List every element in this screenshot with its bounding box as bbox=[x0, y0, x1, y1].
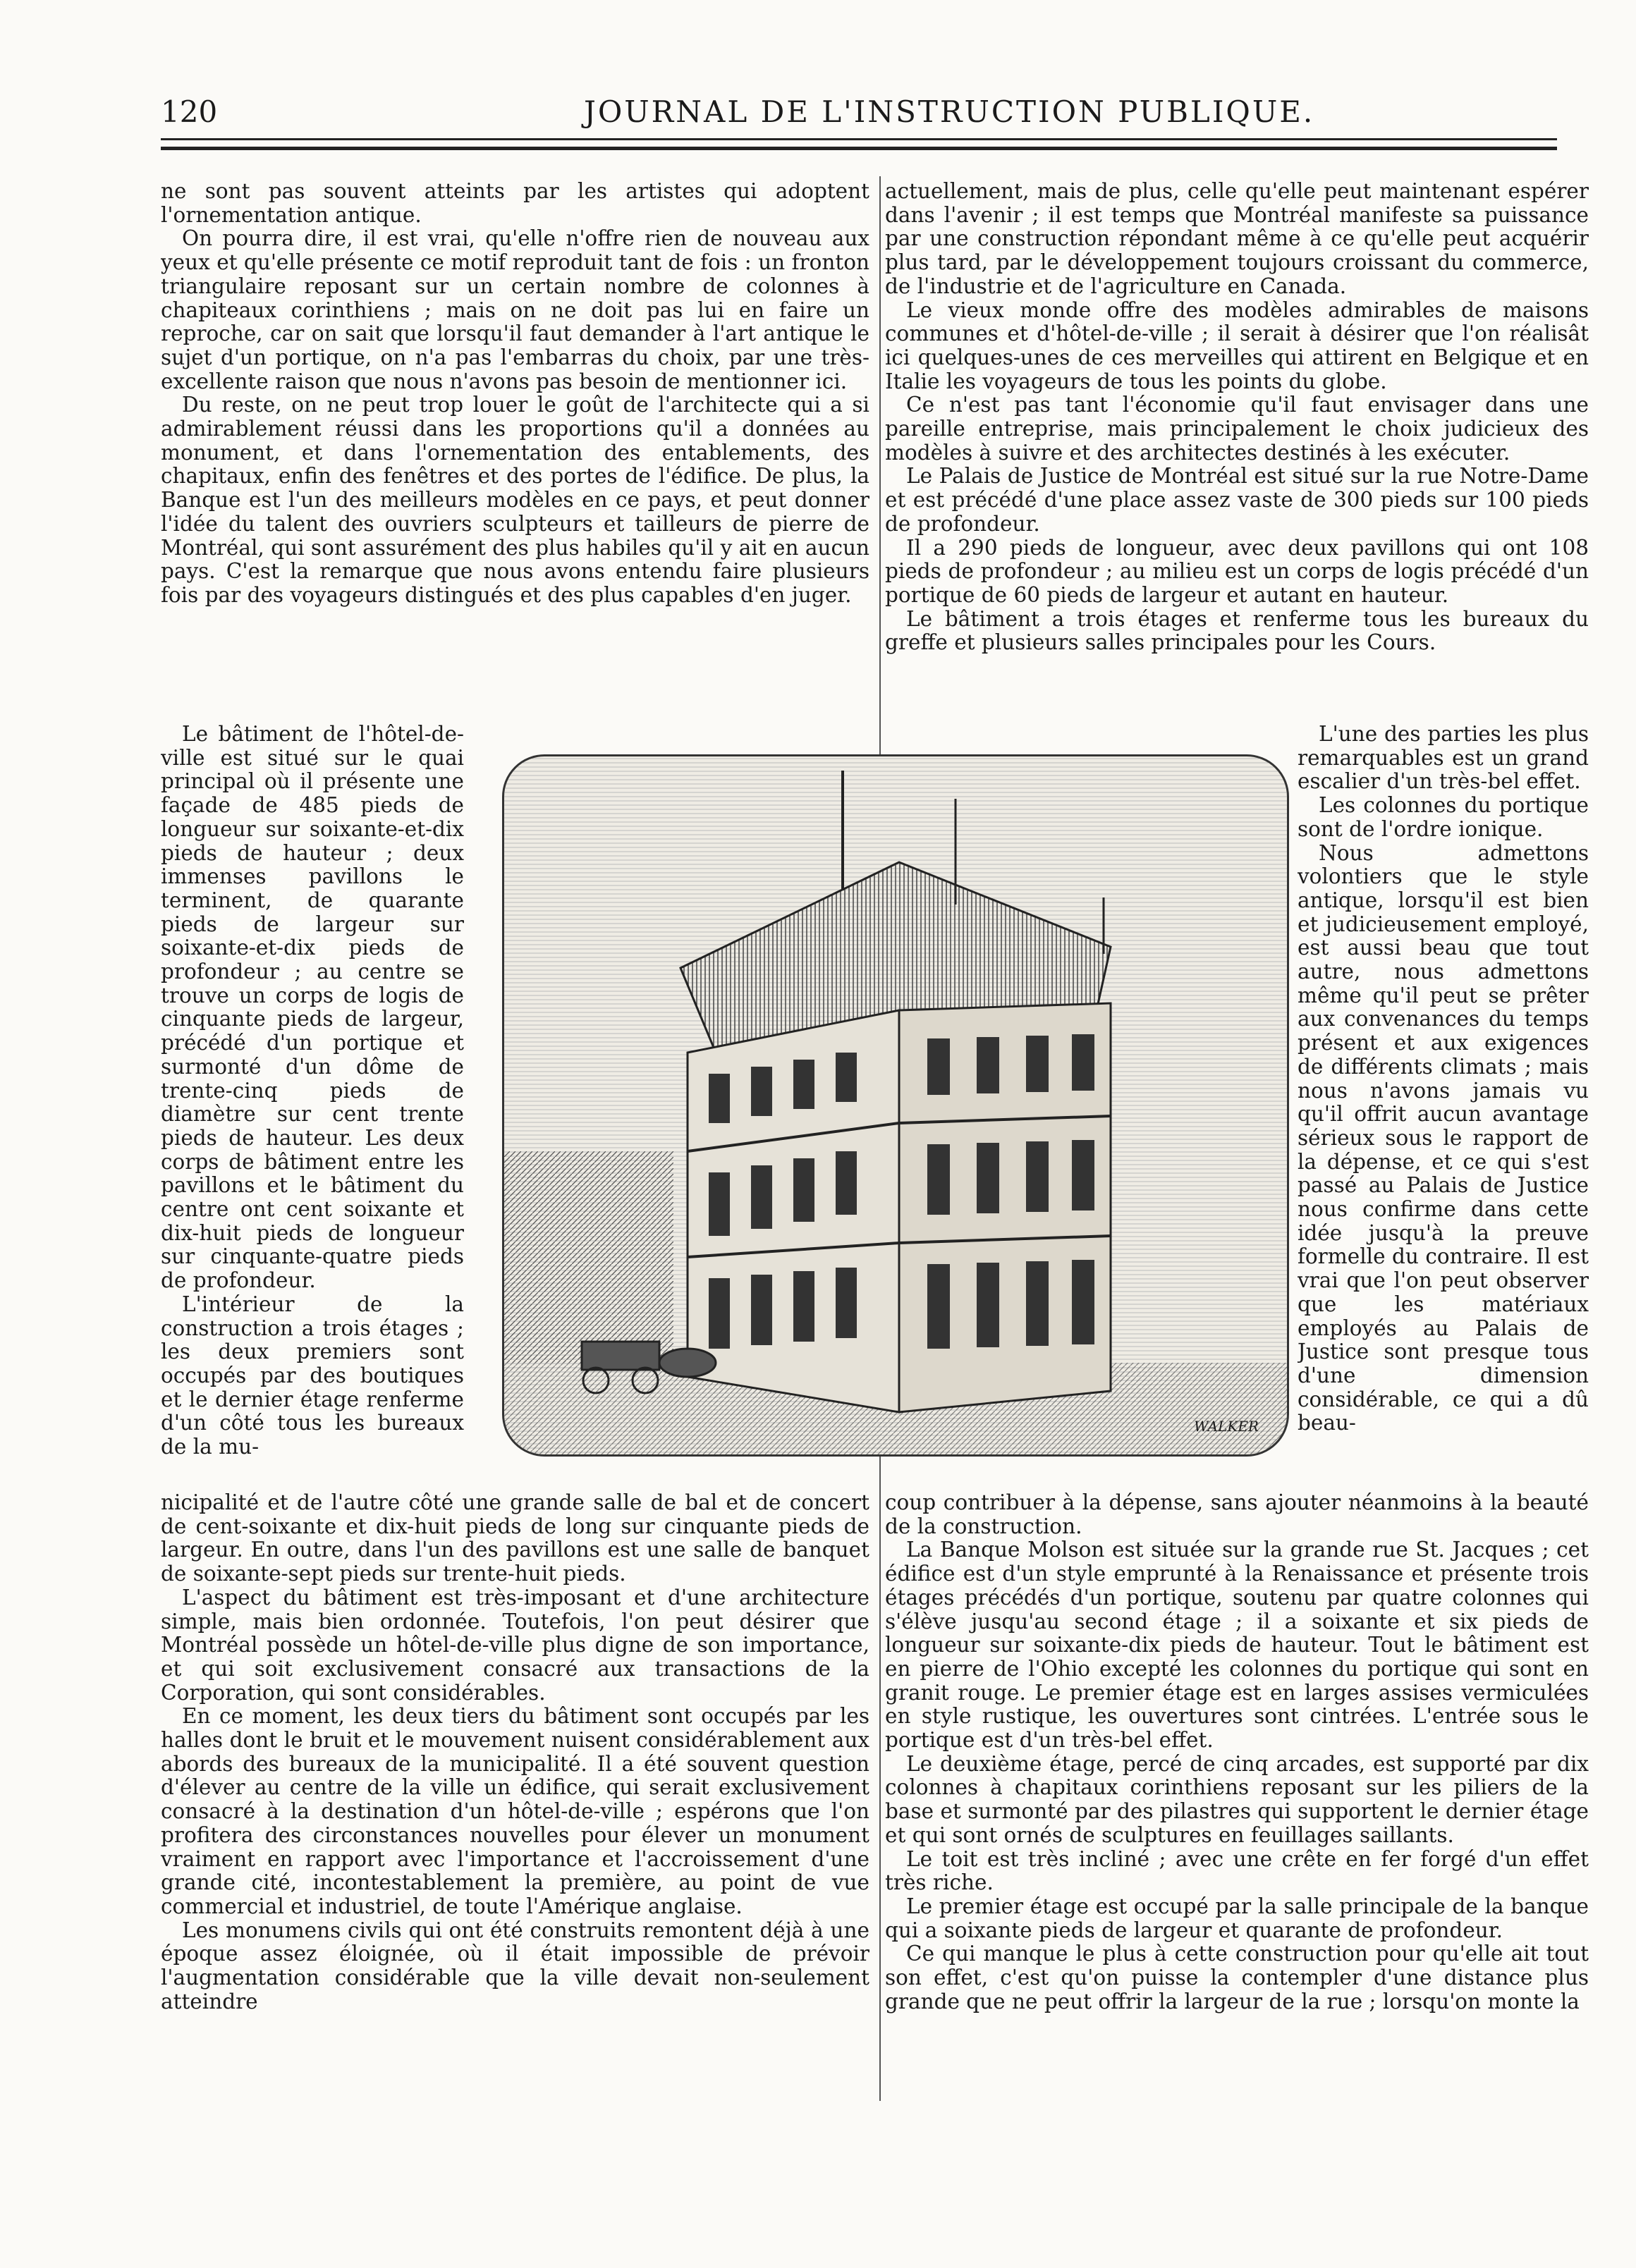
header-rule-thin bbox=[161, 138, 1557, 140]
right-column-bottom bbox=[885, 1491, 1589, 2103]
paragraph: Le vieux monde offre des modèles admirables de maisons communes et d'hôtel-de-ville ; il serait à désirer que l'on réalisât ici quelques-unes de ces merveilles qui attirent en Belgique et en Italie les voyageurs de tous les points du globe. bbox=[885, 298, 1589, 393]
running-title: JOURNAL DE L'INSTRUCTION PUBLIQUE. bbox=[584, 94, 1315, 129]
engraving-illustration bbox=[502, 754, 1289, 1457]
paragraph: Le premier étage est occupé par la salle principale de la banque qui a soixante pieds de largeur et quarante de profondeur. bbox=[885, 1894, 1589, 1942]
paragraph: Il a 290 pieds de longueur, avec deux pavillons qui ont 108 pieds de profondeur ; au milieu est un corps de logis précédé d'un portique de 60 pieds de largeur et autant en hauteur. bbox=[885, 535, 1589, 607]
paragraph: Nous admettons volontiers que le style antique, lorsqu'il est bien et judicieusement employé, est aussi beau que tout autre, nous admettons même qu'il peut se prêter aux convenances du temps présent et aux exigences de différents climats ; mais nous n'avons jamais vu qu'il offrit aucun avantage sérieux sous le rapport de la dépense, et ce qui s'est passé au Palais de Justice nous confirme dans cette idée jusqu'à la preuve formelle du contraire. Il est vrai que l'on peut observer que les matériaux employés au Palais de Justice sont presque tous d'une dimension considérable, ce qui a dû beau- bbox=[1298, 840, 1589, 1435]
page-header bbox=[161, 90, 1557, 134]
paragraph: nicipalité et de l'autre côté une grande salle de bal et de concert de cent-soixante et dix-huit pieds de long sur cinquante pieds de largeur. En outre, dans l'un des pavillons est une salle de banquet de soixante-sept pieds sur trente-huit pieds. bbox=[161, 1491, 869, 1586]
paragraph: L'une des parties les plus remarquables est un grand escalier d'un très-bel effet. bbox=[1298, 723, 1589, 794]
paragraph: Le Palais de Justice de Montréal est situé sur la rue Notre-Dame et est précédé d'une place assez vaste de 300 pieds sur 100 pieds de profondeur. bbox=[885, 464, 1589, 536]
paragraph: En ce moment, les deux tiers du bâtiment sont occupés par les halles dont le bruit et le mouvement nuisent considérablement aux abords des bureaux de la municipalité. Il a été souvent question d'élever au centre de la ville un édifice, qui serait exclusivement consacré à la destination d'un hôtel-de-ville ; espérons que l'on profitera des circonstances nouvelles pour élever un monument vraiment en rapport avec l'importance et l'accroissement d'une grande cité, incontestablement la première, au point de vue commercial et industriel, de toute l'Amérique anglaise. bbox=[161, 1704, 869, 1918]
paragraph: Le toit est très incliné ; avec une crête en fer forgé d'un effet très riche. bbox=[885, 1846, 1589, 1895]
paragraph: Les monumens civils qui ont été construits remontent déjà à une époque assez éloignée, où il était impossible de prévoir l'augmentation considérable que la ville devait non-seulement atteindre bbox=[161, 1918, 869, 2013]
paragraph: Ce n'est pas tant l'économie qu'il faut envisager dans une pareille entreprise, mais principalement le choix judicieux des modèles à suivre et des architectes destinés à les exécuter. bbox=[885, 393, 1589, 465]
right-column-top bbox=[885, 180, 1589, 723]
paragraph: On pourra dire, il est vrai, qu'elle n'offre rien de nouveau aux yeux et qu'elle présente ce motif reproduit tant de fois : un fronton triangulaire reposant sur un certain nombre de colonnes à chapiteaux corinthiens ; mais on ne doit pas lui en faire un reproche, car on sait que lorsqu'il faut demander à l'art antique le sujet d'un portique, on n'a pas l'embarras du choix, par une très-excellente raison que nous n'avons pas besoin de mentionner ici. bbox=[161, 226, 869, 393]
paragraph: La Banque Molson est située sur la grande rue St. Jacques ; cet édifice est d'un style emprunté à la Renaissance et présente trois étages précédés d'un portique, soutenu par quatre colonnes qui s'élève jusqu'au second étage ; il a soixante et six pieds de longueur sur soixante-dix pieds de hauteur. Tout le bâtiment est en pierre de l'Ohio excepté les colonnes du portique qui sont en granit rouge. Le premier étage est en larges assises vermiculées en style rustique, les ouvertures sont cintrées. L'entrée sous le portique est d'un très-bel effet. bbox=[885, 1538, 1589, 1753]
right-column-narrow bbox=[1298, 723, 1589, 1491]
left-column-bottom bbox=[161, 1491, 869, 2103]
paragraph: actuellement, mais de plus, celle qu'elle peut maintenant espérer dans l'avenir ; il est temps que Montréal manifeste sa puissance par une construction répondant même à ce qu'elle peut acquérir plus tard, par le développement toujours croissant du commerce, de l'industrie et de l'agriculture en Canada. bbox=[885, 180, 1589, 298]
paragraph: Du reste, on ne peut trop louer le goût de l'architecte qui a si admirablement réussi dans les proportions qu'il a données au monument, et dans l'ornementation des entablements, des chapitaux, enfin des fenêtres et des portes de l'édifice. De plus, la Banque est l'un des meilleurs modèles en ce pays, et peut donner l'idée du talent des ouvriers sculpteurs et tailleurs de pierre de Montréal, qui sont assurément des plus habiles qu'il y ait en aucun pays. C'est la remarque que nous avons entendu faire plusieurs fois par des voyageurs distingués et des plus capables d'en juger. bbox=[161, 393, 869, 607]
paragraph: Ce qui manque le plus à cette construction pour qu'elle ait tout son effet, c'est qu'on puisse la contempler d'une distance plus grande que ne peut offrir la largeur de la rue ; lorsqu'on monte la bbox=[885, 1942, 1589, 2013]
header-rule-thick bbox=[161, 147, 1557, 150]
page-number: 120 bbox=[161, 94, 218, 129]
paragraph: Le bâtiment a trois étages et renferme tous les bureaux du greffe et plusieurs salles principales pour les Cours. bbox=[885, 606, 1589, 655]
left-column-top bbox=[161, 180, 869, 723]
paragraph: L'intérieur de la construction a trois étages ; les deux premiers sont occupés par des boutiques et le dernier étage renferme d'un côté tous les bureaux de la mu- bbox=[161, 1292, 464, 1459]
left-column-narrow bbox=[161, 723, 464, 1491]
paragraph: Le bâtiment de l'hôtel-de-ville est situé sur le quai principal où il présente une façade de 485 pieds de longueur sur soixante-et-dix pieds de hauteur ; deux immenses pavillons le terminent, de quarante pieds de largeur sur soixante-et-dix pieds de profondeur ; au centre se trouve un corps de logis de cinquante pieds de largeur, précédé d'un portique et surmonté d'un dôme de trente-cinq pieds de diamètre sur cent trente pieds de hauteur. Les deux corps de bâtiment entre les pavillons et le bâtiment du centre ont cent soixante et dix-huit pieds de longueur sur cinquante-quatre pieds de profondeur. bbox=[161, 723, 464, 1293]
paragraph: coup contribuer à la dépense, sans ajouter néanmoins à la beauté de la construction. bbox=[885, 1491, 1589, 1538]
paragraph: Les colonnes du portique sont de l'ordre ionique. bbox=[1298, 793, 1589, 841]
engraver-signature: WALKER bbox=[1194, 1418, 1259, 1435]
building-engraving bbox=[504, 756, 1287, 1454]
paragraph: L'aspect du bâtiment est très-imposant et d'une architecture simple, mais bien ordonnée. Toutefois, l'on peut désirer que Montréal possède un hôtel-de-ville plus digne de son importance, et qui soit exclusivement consacré aux transactions de la Corporation, qui sont considérables. bbox=[161, 1585, 869, 1705]
paragraph: ne sont pas souvent atteints par les artistes qui adoptent l'ornementation antique. bbox=[161, 180, 869, 227]
paragraph: Le deuxième étage, percé de cinq arcades, est supporté par dix colonnes à chapitaux corinthiens reposant sur les piliers de la base et surmonté par des pilastres qui supportent le dernier étage et qui sont ornés de sculptures en feuillages saillants. bbox=[885, 1751, 1589, 1847]
